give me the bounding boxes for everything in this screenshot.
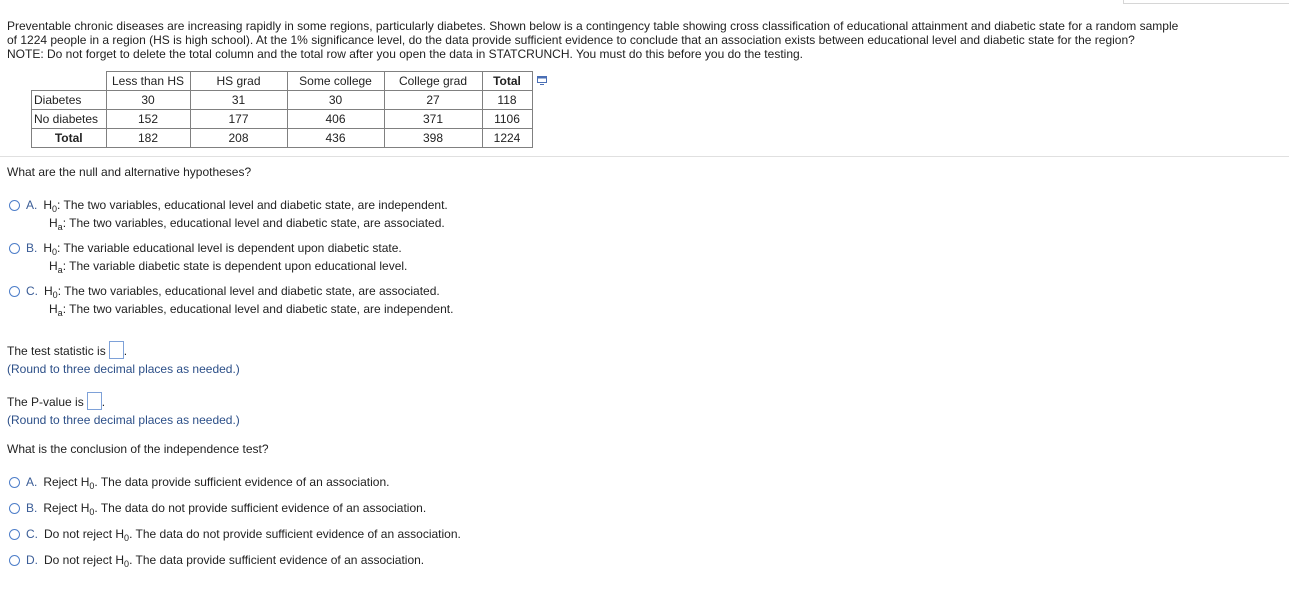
p-value-label: The P-value is — [7, 395, 84, 409]
table-header: Some college — [287, 72, 384, 91]
option-pre: Reject H — [43, 501, 90, 515]
question-conclusion: What is the conclusion of the independence test? — [7, 442, 269, 456]
colon: : — [62, 216, 67, 230]
problem-line-3: NOTE: Do not forget to delete the total column and the total row after you open the data in STATCRUNCH. You must do this before you do the testing. — [7, 47, 803, 61]
option-post: . The data provide sufficient evidence of an association. — [94, 475, 390, 489]
option-letter: A. — [26, 475, 38, 489]
table-header: Less than HS — [106, 72, 190, 91]
subscript: a — [57, 222, 63, 232]
table-cell: 406 — [287, 110, 384, 129]
option-pre: Do not reject H — [44, 527, 125, 541]
option-post: . The data provide sufficient evidence of an association. — [129, 553, 425, 567]
p-value-input[interactable] — [87, 392, 102, 410]
table-header-total: Total — [482, 72, 532, 91]
table-header: HS grad — [190, 72, 287, 91]
p-value-row — [7, 392, 105, 410]
subscript: 0 — [52, 247, 58, 257]
table-cell: 177 — [190, 110, 287, 129]
period: . — [123, 344, 128, 358]
ha-text: The two variables, educational level and diabetic state, are independent. — [69, 302, 454, 316]
subscript: a — [57, 308, 63, 318]
row-label: Total — [32, 129, 107, 148]
table-cell: 436 — [287, 129, 384, 148]
radio-button[interactable] — [9, 286, 20, 297]
colon: : — [62, 302, 67, 316]
test-statistic-input[interactable] — [109, 341, 124, 359]
top-tab-edge — [1123, 0, 1289, 4]
h0-text: The two variables, educational level and diabetic state, are associated. — [64, 284, 440, 298]
table-cell: 1224 — [482, 129, 532, 148]
option-letter: C. — [26, 527, 38, 541]
table-cell: 118 — [482, 91, 532, 110]
table-cell: 1106 — [482, 110, 532, 129]
table-cell: 152 — [106, 110, 190, 129]
p-value-hint: (Round to three decimal places as needed.) — [7, 413, 240, 427]
section-divider — [0, 156, 1289, 157]
problem-statement — [7, 19, 1282, 61]
period: . — [101, 395, 106, 409]
row-label: No diabetes — [32, 110, 107, 129]
radio-button[interactable] — [9, 503, 20, 514]
hypothesis-option-a[interactable] — [9, 196, 448, 232]
table-cell: 31 — [190, 91, 287, 110]
hypothesis-option-b[interactable] — [9, 239, 408, 275]
option-post: . The data do not provide sufficient evidence of an association. — [129, 527, 461, 541]
h-symbol: H — [44, 284, 53, 298]
subscript: 0 — [52, 204, 58, 214]
colon: : — [62, 259, 67, 273]
ha-text: The variable diabetic state is dependent upon educational level. — [69, 259, 408, 273]
row-label: Diabetes — [32, 91, 107, 110]
table-cell: 27 — [384, 91, 482, 110]
problem-line-2: of 1224 people in a region (HS is high school). At the 1% significance level, do the data provide sufficient evidence to conclude that an association exists between educational level and diabetic state for the region? — [7, 33, 1135, 47]
colon: : — [57, 198, 61, 212]
colon: : — [57, 284, 62, 298]
h-symbol: H — [49, 259, 58, 273]
table-cell: 182 — [106, 129, 190, 148]
subscript: 0 — [89, 481, 95, 491]
h-symbol: H — [49, 302, 58, 316]
table-cell: 208 — [190, 129, 287, 148]
radio-button[interactable] — [9, 243, 20, 254]
ha-text: The two variables, educational level and diabetic state, are associated. — [69, 216, 445, 230]
option-letter: D. — [26, 553, 38, 567]
table-cell: 30 — [106, 91, 190, 110]
colon: : — [57, 241, 61, 255]
subscript: a — [57, 265, 63, 275]
test-statistic-label: The test statistic is — [7, 344, 106, 358]
subscript: 0 — [89, 507, 95, 517]
radio-button[interactable] — [9, 200, 20, 211]
conclusion-option-a[interactable] — [9, 473, 389, 491]
hypothesis-option-c[interactable] — [9, 282, 454, 318]
table-cell: 30 — [287, 91, 384, 110]
radio-button[interactable] — [9, 555, 20, 566]
h0-text: The two variables, educational level and diabetic state, are independent. — [63, 198, 448, 212]
contingency-table — [31, 71, 533, 148]
conclusion-option-c[interactable] — [9, 525, 461, 543]
table-cell: 371 — [384, 110, 482, 129]
h-symbol: H — [49, 216, 58, 230]
option-letter: C. — [26, 284, 38, 298]
h-symbol: H — [43, 198, 53, 212]
option-letter: A. — [26, 198, 38, 212]
table-cell: 398 — [384, 129, 482, 148]
test-statistic-hint: (Round to three decimal places as needed.) — [7, 362, 240, 376]
conclusion-option-b[interactable] — [9, 499, 426, 517]
test-statistic-row — [7, 341, 127, 359]
problem-line-1: Preventable chronic diseases are increasing rapidly in some regions, particularly diabetes. Shown below is a contingency table showing cross classification of educational attainment and diabetic state for a random sample — [7, 19, 1179, 33]
subscript: 0 — [124, 533, 130, 543]
question-hypotheses: What are the null and alternative hypotheses? — [7, 165, 252, 179]
table-row — [32, 110, 533, 129]
option-letter: B. — [26, 501, 38, 515]
table-row — [32, 91, 533, 110]
copy-icon[interactable] — [537, 76, 547, 85]
option-pre: Do not reject H — [44, 553, 125, 567]
subscript: 0 — [124, 559, 130, 569]
table-row-total — [32, 129, 533, 148]
h0-text: The variable educational level is dependent upon diabetic state. — [63, 241, 402, 255]
table-corner — [32, 72, 107, 91]
conclusion-option-d[interactable] — [9, 551, 424, 569]
option-pre: Reject H — [43, 475, 90, 489]
option-post: . The data do not provide sufficient evidence of an association. — [94, 501, 427, 515]
table-header: College grad — [384, 72, 482, 91]
subscript: 0 — [52, 290, 58, 300]
h-symbol: H — [43, 241, 53, 255]
table-header-row — [32, 72, 533, 91]
radio-button[interactable] — [9, 477, 20, 488]
option-letter: B. — [26, 241, 38, 255]
radio-button[interactable] — [9, 529, 20, 540]
